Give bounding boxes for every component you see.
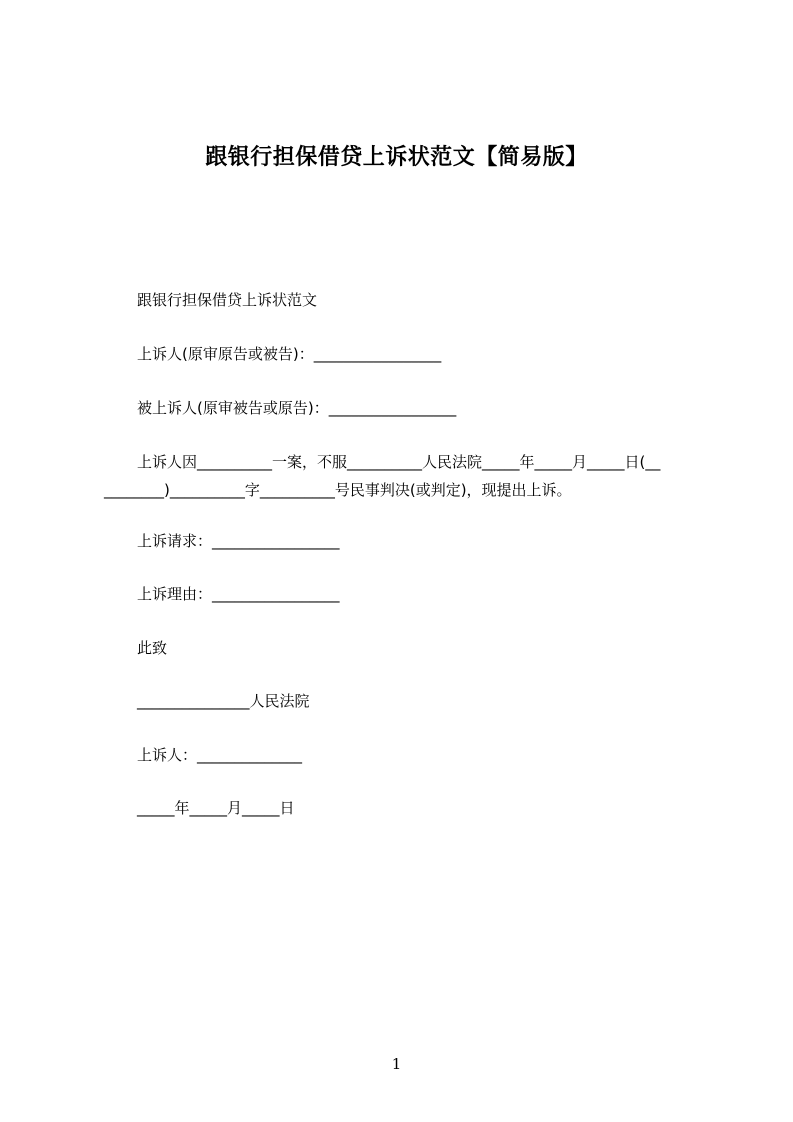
signature-field: 上诉人：______________: [137, 746, 303, 764]
date-field: _____年_____月_____日: [137, 799, 295, 817]
case-statement-line-1: 上诉人因__________一案，不服__________人民法院_____年_____月_____日(__: [137, 453, 661, 471]
salutation: 此致: [137, 639, 168, 657]
case-statement-line-2: ________)__________字__________号民事判决(或判定)，现提出上诉。: [104, 481, 572, 499]
appeal-request-field: 上诉请求：_________________: [137, 532, 340, 550]
document-subtitle: 跟银行担保借贷上诉状范文: [137, 291, 318, 309]
page-number: 1: [391, 1055, 402, 1073]
court-field: _______________人民法院: [137, 692, 310, 710]
appellee-field: 被上诉人(原审被告或原告)：_________________: [137, 399, 457, 417]
appeal-reason-field: 上诉理由：_________________: [137, 585, 340, 603]
case-statement: [104, 448, 704, 504]
document-title: 跟银行担保借贷上诉状范文【简易版】: [205, 145, 588, 170]
appellant-field: 上诉人(原审原告或被告)：_________________: [137, 345, 442, 363]
